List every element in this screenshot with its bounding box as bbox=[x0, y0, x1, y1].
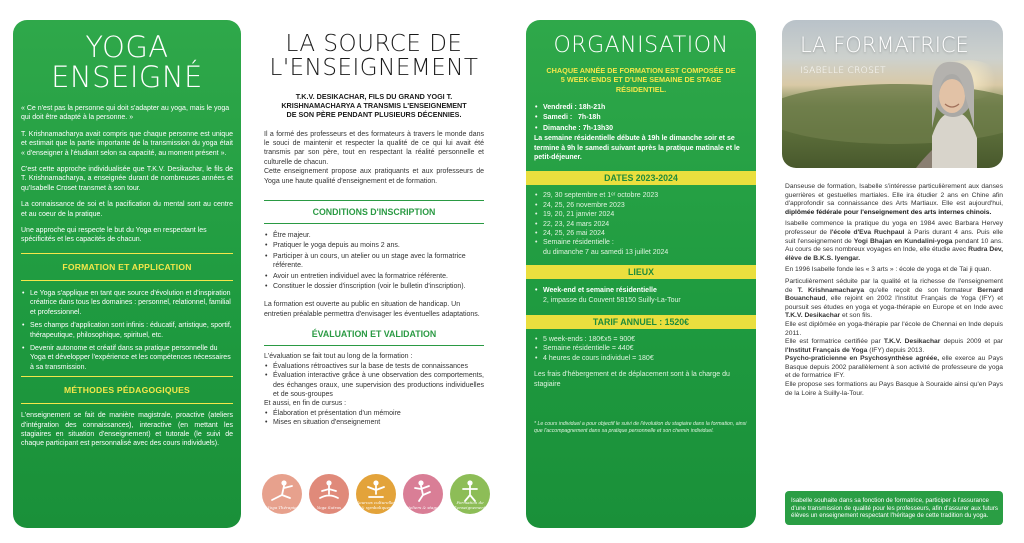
panel-title-source bbox=[256, 32, 492, 80]
date-item: • 29, 30 septembre et 1ᵉʳ octobre 2023 bbox=[534, 191, 748, 200]
footer-note: Isabelle souhaite dans sa fonction de formatrice, participer à l'assurance d'une transmission de qualité pour les professeurs, afin d'assurer aux futurs élèves un enseignement respectant l'héritage de cette tradition du yoga. bbox=[785, 491, 1003, 525]
schedule-item bbox=[534, 113, 748, 122]
divider bbox=[264, 345, 484, 346]
title-line-1: LA SOURCE DE bbox=[285, 31, 463, 57]
paragraph: Cette enseignement propose aux pratiquants et aux professeurs de Yoga une haute qualité d'enseignement et de formation. bbox=[264, 168, 484, 185]
intro-quote: « Ce n'est pas la personne qui doit s'adapter au yoga, mais le yoga qui doit être adapté à la personne. » bbox=[21, 105, 230, 122]
biography bbox=[785, 183, 1003, 398]
list-item: • Ses champs d'application sont infinis : éducatif, artistique, sportif, thérapeutique, philosophique, spirituel, etc. bbox=[21, 321, 233, 340]
schedule-time: 7h-18h bbox=[578, 114, 601, 122]
title-line-1: YOGA bbox=[85, 30, 169, 64]
lead-text: CHAQUE ANNÉE DE FORMATION EST COMPOSÉE DE 5 WEEK-ENDS ET D'UNE SEMAINE DE STAGE RÉSIDENTIEL. bbox=[546, 66, 736, 94]
schedule-item bbox=[534, 103, 748, 112]
badge-label: Yoga Thérapie bbox=[267, 504, 297, 510]
trainer-name: ISABELLE CROSET bbox=[800, 66, 886, 76]
list-item: • Participer à un cours, un atelier ou un stage avec la formatrice référente. bbox=[264, 252, 484, 271]
section-heading-formation: FORMATION ET APPLICATION bbox=[62, 261, 192, 272]
list-item: • Pratiquer le yoga depuis au moins 2 ans. bbox=[264, 241, 484, 250]
schedule-time: 7h-13h30 bbox=[582, 124, 614, 132]
section-heading-methodes: MÉTHODES PÉDAGOGIQUES bbox=[64, 385, 190, 396]
bio-paragraph: Elle est formatrice certifiée par T.K.V. Desikachar depuis 2009 et par l'Institut Français de Yoga (IFY) depuis 2013. bbox=[785, 338, 1004, 354]
badge-label: Formation de l'enseignement bbox=[454, 500, 486, 510]
schedule-day: Vendredi : bbox=[543, 103, 577, 111]
tarif-item: • 4 heures de cours individuel = 180€ bbox=[534, 354, 748, 363]
frais-note: Les frais d'hébergement et de déplacement sont à la charge du stagiaire bbox=[534, 371, 730, 388]
date-item: • 22, 23, 24 mars 2024 bbox=[534, 220, 748, 229]
date-item: • 24, 25, 26 mai 2024 bbox=[534, 229, 748, 238]
paragraph: L'enseignement se fait de manière magistrale, proactive (ateliers d'intégration des connaissances), interactive (en mettant les stagiaires en situation d'enseignement) et tutorale (le suivi de chaque participant est personnalisé avec des cours individuels). bbox=[21, 412, 233, 448]
section-heading-conditions: CONDITIONS D'INSCRIPTION bbox=[312, 207, 436, 218]
list-item: • Évaluation interactive grâce à une observation des comportements, des échanges oraux, une supervision des productions individuelles et de sous-groupes bbox=[264, 371, 484, 399]
footnote: * Le cours individuel a pour objectif le suivi de l'évolution du stagiaire dans la formation, ainsi que l'accompagnement dans sa pratique personnelle et son chemin individuel. bbox=[534, 421, 747, 434]
badge-label: Ateliers & stages bbox=[405, 504, 441, 510]
paragraph: La connaissance de soi et la pacification du mental sont au centre et au coeur de la pratique. bbox=[21, 201, 233, 218]
tarif-item: • Semaine résidentielle = 440€ bbox=[534, 344, 748, 353]
bio-paragraph: En 1996 Isabelle fonde les « 3 arts » : école de yoga et de Tai ji quan. bbox=[785, 266, 992, 274]
paragraph: Il a formé des professeurs et des formateurs à travers le monde dans le souci de maintenir et respecter la qualité de ce qui lui avait été transmis par son père, tout en respectant la réalité personnelle et culturelle de chacun. bbox=[264, 130, 484, 166]
paragraph: La formation est ouverte au public en situation de handicap. Un entretien préalable permettra d'envisager les éventuelles adaptations. bbox=[264, 301, 480, 318]
date-item: • Semaine résidentielle : bbox=[534, 238, 748, 247]
bio-paragraph: Danseuse de formation, Isabelle s'intéresse particulièrement aux danses guerrières et gestuelles martiales. Elle ira étudier 2 ans en Chine afin d'approfondir sa connaissance des Arts Martiaux. Elle est aujourd'hui, diplômée fédérale pour l'enseignement des arts internes chinois. bbox=[785, 183, 1003, 216]
section-heading-dates: DATES 2023-2024 bbox=[526, 171, 756, 185]
divider bbox=[21, 253, 233, 254]
badge-label: Yoga Sutras bbox=[316, 504, 342, 510]
panel-title-formatrice: LA FORMATRICE bbox=[800, 33, 969, 57]
panel-formatrice bbox=[771, 20, 1013, 528]
list-item: • Avoir un entretien individuel avec la formatrice référente. bbox=[264, 272, 484, 281]
list-item: • Élaboration et présentation d'un mémoire bbox=[264, 409, 484, 418]
paragraph: T. Krishnamacharya avait compris que chaque personne est unique et estimait que la partie importante de la transmission du yoga était « d'enseigner à l'étudiant selon sa capacité, au moment présent ». bbox=[21, 130, 233, 157]
list-item: • Évaluations rétroactives sur la base de tests de connaissances bbox=[264, 362, 484, 371]
date-detail: du dimanche 7 au samedi 13 juillet 2024 bbox=[543, 248, 669, 256]
list-item: • Constituer le dossier d'inscription (voir le bulletin d'inscription). bbox=[264, 282, 484, 291]
paragraph: C'est cette approche individualisée que T.K.V. Desikachar, le fils de T. Krishnamacharya, a enseignée durant de nombreuses années et qu'Isabelle Croset transmet à son tour. bbox=[21, 166, 233, 192]
badge-sources bbox=[356, 474, 396, 514]
bio-paragraph: Particulièrement séduite par la qualité et la richesse de l'enseignement de T. Krishnamacharya qu'elle reçoit de son formateur Bernard Bouanchaud, elle rejoint en 2002 l'Institut Français de Yoga (IFY) et poursuit ses études en yoga et yoga-thérapie en Europe et en Inde avec T.K.V. Desikachar et son fils. bbox=[785, 277, 1003, 320]
panel-title-yoga-enseigne bbox=[13, 32, 241, 92]
paragraph: Une approche qui respecte le but du Yoga en respectant les spécificités et les capacités de chacun. bbox=[21, 227, 207, 244]
list-item: • Le Yoga s'applique en tant que source d'évolution et d'inspiration créatrice dans tous les domaines : personnel, relationnel, familial et professionnel. bbox=[21, 289, 233, 317]
schedule-day: Dimanche : bbox=[543, 124, 581, 132]
title-line-2: ENSEIGNÉ bbox=[51, 60, 203, 94]
schedule-item bbox=[534, 124, 748, 133]
bio-paragraph: Elle propose ses formations au Pays Basque à Souraide ainsi qu'en Pays de la Loire à Suilly-la-Tour. bbox=[785, 381, 1003, 397]
section-heading-evaluation: ÉVALUATION ET VALIDATION bbox=[311, 329, 437, 340]
portrait-photo bbox=[782, 20, 1003, 168]
badge-row bbox=[262, 474, 490, 526]
panel-title-organisation: ORGANISATION bbox=[553, 33, 729, 58]
bio-paragraph: Psycho-praticienne en Psychosynthèse agréée, elle exerce au Pays Basque depuis 2002 parallèlement à son activité de professeure de yoga et de formatrice IFY. bbox=[785, 355, 1004, 380]
divider bbox=[264, 223, 484, 224]
panel-source-enseignement bbox=[256, 20, 492, 528]
bio-paragraph: Isabelle commence la pratique du yoga en 1984 avec Barbara Hervey professeur de l'école d'Eva Ruchpaul à Paris durant 4 ans. Puis elle suit l'enseignement de Yogi Bhajan en Kundalini-yoga pendant 10 ans. Au cours de ses nombreux voyages en Inde, elle étudie avec Rudra Dev, élève de B.K.S. Iyengar. bbox=[785, 220, 1004, 262]
paragraph: Et aussi, en fin de cursus : bbox=[264, 400, 347, 408]
lead-text: T.K.V. DESIKACHAR, FILS DU GRAND YOGI T. KRISHNAMACHARYA A TRANSMIS L'ENSEIGNEMENT DE SON PÈRE PENDANT PLUSIEURS DÉCENNIES. bbox=[281, 92, 467, 120]
residential-text: La semaine résidentielle débute à 19h le dimanche soir et se termine à 9h le samedi suivant après la pratique matinale et le petit-déjeuner. bbox=[534, 135, 740, 161]
list-item: • Mises en situation d'enseignement bbox=[264, 418, 484, 427]
date-item: • 19, 20, 21 janvier 2024 bbox=[534, 210, 748, 219]
section-heading-tarif: TARIF ANNUEL : 1520€ bbox=[526, 315, 756, 329]
title-line-2: L'ENSEIGNEMENT bbox=[269, 55, 479, 81]
panel-yoga-enseigne bbox=[13, 20, 241, 528]
panel-organisation bbox=[526, 20, 756, 528]
list-item: • Devenir autonome et créatif dans sa pratique personnelle du Yoga et développer l'expérience et les compétences nécessaires à sa transmission. bbox=[21, 344, 233, 372]
divider bbox=[21, 376, 233, 377]
badge-formation bbox=[450, 474, 490, 514]
bio-paragraph: Elle est diplômée en yoga-thérapie par l'école de Chennai en Inde depuis 2011. bbox=[785, 320, 1003, 337]
paragraph: L'évaluation se fait tout au long de la formation : bbox=[264, 353, 413, 361]
lieu-title: • Week-end et semaine résidentielle bbox=[534, 286, 748, 295]
schedule-day: Samedi : bbox=[543, 114, 573, 122]
divider bbox=[264, 200, 484, 201]
badge-yoga-therapie bbox=[262, 474, 302, 514]
badge-ateliers bbox=[403, 474, 443, 514]
lieu-address: 2, impasse du Couvent 58150 Suilly-La-Tour bbox=[543, 296, 681, 304]
date-item: • 24, 25, 26 novembre 2023 bbox=[534, 201, 748, 210]
list-item: • Être majeur. bbox=[264, 231, 484, 240]
badge-label: Sources culturelles & symboliques bbox=[356, 500, 396, 510]
tarif-item: • 5 week-ends : 180€x5 = 900€ bbox=[534, 335, 748, 344]
badge-yoga-sutras bbox=[309, 474, 349, 514]
schedule-time: 18h-21h bbox=[578, 103, 606, 111]
section-heading-lieux: LIEUX bbox=[526, 265, 756, 279]
